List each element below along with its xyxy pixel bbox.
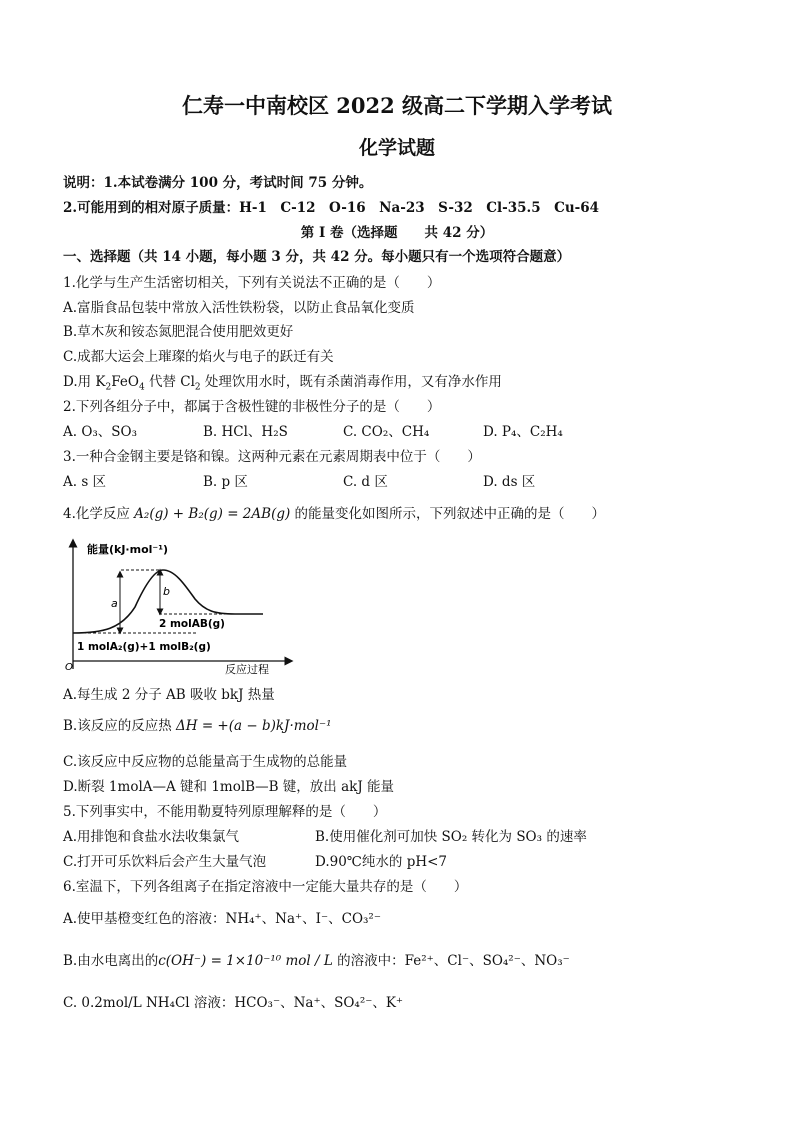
exam-title: 仁寿一中南校区 2022 级高二下学期入学考试 <box>181 93 613 118</box>
q6-stem: 6.室温下，下列各组离子在指定溶液中一定能大量共存的是（ ） <box>63 879 468 895</box>
q5-option-c: C.打开可乐饮料后会产生大量气泡 <box>63 854 267 870</box>
q2-stem: 2.下列各组分子中，都属于含极性键的非极性分子的是（ ） <box>63 399 441 415</box>
q3-options <box>63 473 743 491</box>
q5-options-row-2 <box>63 853 743 871</box>
q5-option-b: B.使用催化剂可加快 SO₂ 转化为 SO₃ 的速率 <box>315 829 587 845</box>
q3-option-c: C. d 区 <box>343 474 388 490</box>
origin-label: O <box>65 662 73 673</box>
q3-option-d: D. ds 区 <box>483 474 536 490</box>
q6-c-ions: HCO₃⁻、Na⁺、SO₄²⁻、K⁺ <box>234 995 404 1011</box>
q6-option-c: C. 0.2mol/L NH₄Cl 溶液：HCO₃⁻、Na⁺、SO₄²⁻、K⁺ <box>63 995 404 1011</box>
q6-option-b: B.由水电离出的c(OH⁻) = 1×10⁻¹⁰ mol / L 的溶液中：Fe²⁺、Cl⁻、SO₄²⁻、NO₃⁻ <box>63 953 570 969</box>
x-axis-label: 反应过程 <box>225 663 269 676</box>
q4-option-a: A.每生成 2 分子 AB 吸收 bkJ 热量 <box>63 687 275 703</box>
y-axis-label: 能量(kJ·mol⁻¹) <box>87 543 169 556</box>
q6-option-a: A.使甲基橙变红色的溶液：NH₄⁺、Na⁺、I⁻、CO₃²⁻ <box>63 911 381 927</box>
q1-option-a: A.富脂食品包装中常放入活性铁粉袋，以防止食品氧化变质 <box>63 300 415 316</box>
q5-option-d: D.90℃纯水的 pH<7 <box>315 854 448 870</box>
section-heading: 一、选择题（共 14 小题，每小题 3 分，共 42 分。每小题只有一个选项符合题意） <box>63 249 571 265</box>
q3-option-a: A. s 区 <box>63 474 107 490</box>
energy-diagram <box>63 537 295 677</box>
q4-option-c: C.该反应中反应物的总能量高于生成物的总能量 <box>63 754 348 770</box>
q2-option-c: C. CO₂、CH₄ <box>343 424 430 440</box>
instructions-line-2: 2.可能用到的相对原子质量：H-1 C-12 O-16 Na-23 S-32 Cl-35.5 Cu-64 <box>63 200 600 216</box>
q2-option-b: B. HCl、H₂S <box>203 424 288 440</box>
q6-b-ions: Fe²⁺、Cl⁻、SO₄²⁻、NO₃⁻ <box>404 953 570 969</box>
q3-option-b: B. p 区 <box>203 474 248 490</box>
q5-option-a: A.用排饱和食盐水法收集氯气 <box>63 829 240 845</box>
q2-option-d: D. P₄、C₂H₄ <box>483 424 563 440</box>
q5-options-row-1 <box>63 828 743 846</box>
q4-delta-h: ΔH = +(a − b)kJ·mol⁻¹ <box>176 718 332 734</box>
q1-stem: 1.化学与生产生活密切相关，下列有关说法不正确的是（ ） <box>63 275 441 291</box>
q3-stem: 3.一种合金钢主要是铬和镍。这两种元素在元素周期表中位于（ ） <box>63 449 481 465</box>
q1-option-c: C.成都大运会上璀璨的焰火与电子的跃迁有关 <box>63 349 334 365</box>
q4-stem: 4.化学反应 A₂(g) + B₂(g) = 2AB(g) 的能量变化如图所示，下列叙述中正确的是（ ） <box>63 506 606 522</box>
q1-option-b: B.草木灰和铵态氮肥混合使用肥效更好 <box>63 324 294 340</box>
product-label: 2 molAB(g) <box>159 618 225 630</box>
q6-a-ions: NH₄⁺、Na⁺、I⁻、CO₃²⁻ <box>225 911 381 927</box>
q2-options <box>63 423 743 441</box>
instructions-line-1: 说明：1.本试卷满分 100 分，考试时间 75 分钟。 <box>63 175 373 191</box>
label-a: a <box>111 597 118 610</box>
q4-option-d: D.断裂 1molA—A 键和 1molB—B 键，放出 akJ 能量 <box>63 779 395 795</box>
q4-equation: A₂(g) + B₂(g) = 2AB(g) <box>134 506 291 522</box>
q6-b-condition: c(OH⁻) = 1×10⁻¹⁰ mol / L <box>158 953 333 969</box>
q4-option-b: B.该反应的反应热 ΔH = +(a − b)kJ·mol⁻¹ <box>63 718 332 734</box>
q1-option-d: D.用 $K_2FeO_4$ 代替 $Cl_2$ 处理饮用水时，既有杀菌消毒作用，又有净水作用 <box>63 374 502 393</box>
exam-subtitle: 化学试题 <box>358 137 435 159</box>
q5-stem: 5.下列事实中，不能用勒夏特列原理解释的是（ ） <box>63 804 387 820</box>
reactant-label: 1 molA₂(g)+1 molB₂(g) <box>77 641 211 653</box>
label-b: b <box>163 585 170 598</box>
q2-option-a: A. O₃、SO₃ <box>63 424 138 440</box>
volume-heading: 第 I 卷（选择题 共 42 分） <box>300 225 494 241</box>
